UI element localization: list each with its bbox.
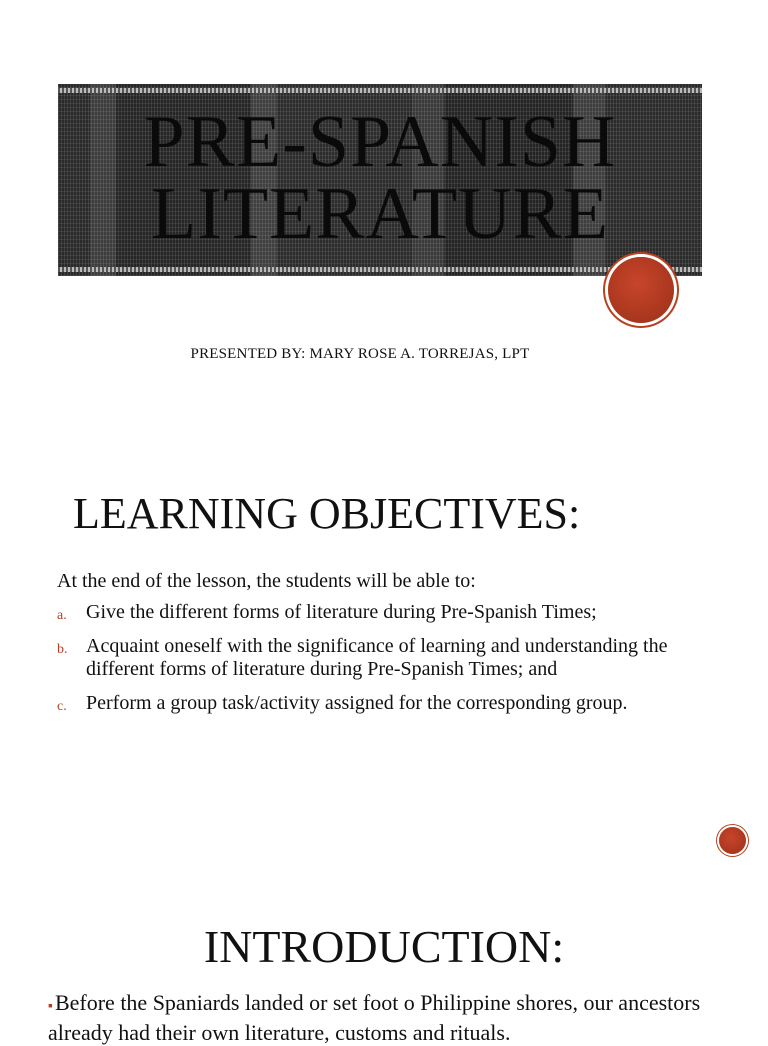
introduction-body [48,990,728,1046]
decorative-circle [608,257,674,323]
presenter-line: PRESENTED BY: MARY ROSE A. TORREJAS, LPT [190,346,530,362]
title-line-2: LITERATURE [150,173,610,255]
objectives-list [57,601,737,726]
list-marker: b. [57,642,68,657]
introduction-text: Before the Spaniards landed or set foot o Philippine shores, our ancestors already had their own literature, customs and rituals. [48,990,701,1045]
list-item [57,635,737,681]
list-item [57,601,737,624]
slide-title [58,101,702,255]
list-item-text: Acquaint oneself with the significance of learning and understanding the different forms of literature during Pre-Spanish Times; and [86,635,668,680]
banner-bottom-rule [58,267,702,272]
decorative-circle-small [719,827,746,854]
list-item-text: Perform a group task/activity assigned for the corresponding group. [86,692,628,714]
list-item-text: Give the different forms of literature during Pre-Spanish Times; [86,601,597,623]
objectives-intro: At the end of the lesson, the students will be able to: [57,570,476,592]
title-banner [58,84,702,276]
title-line-1: PRE-SPANISH [143,101,617,183]
list-marker: c. [57,699,67,714]
list-item [57,692,737,715]
banner-top-rule [58,88,702,93]
square-bullet-icon: ▪ [48,999,53,1014]
objectives-heading: LEARNING OBJECTIVES: [73,489,581,538]
introduction-heading: INTRODUCTION: [203,921,565,972]
list-marker: a. [57,608,67,623]
